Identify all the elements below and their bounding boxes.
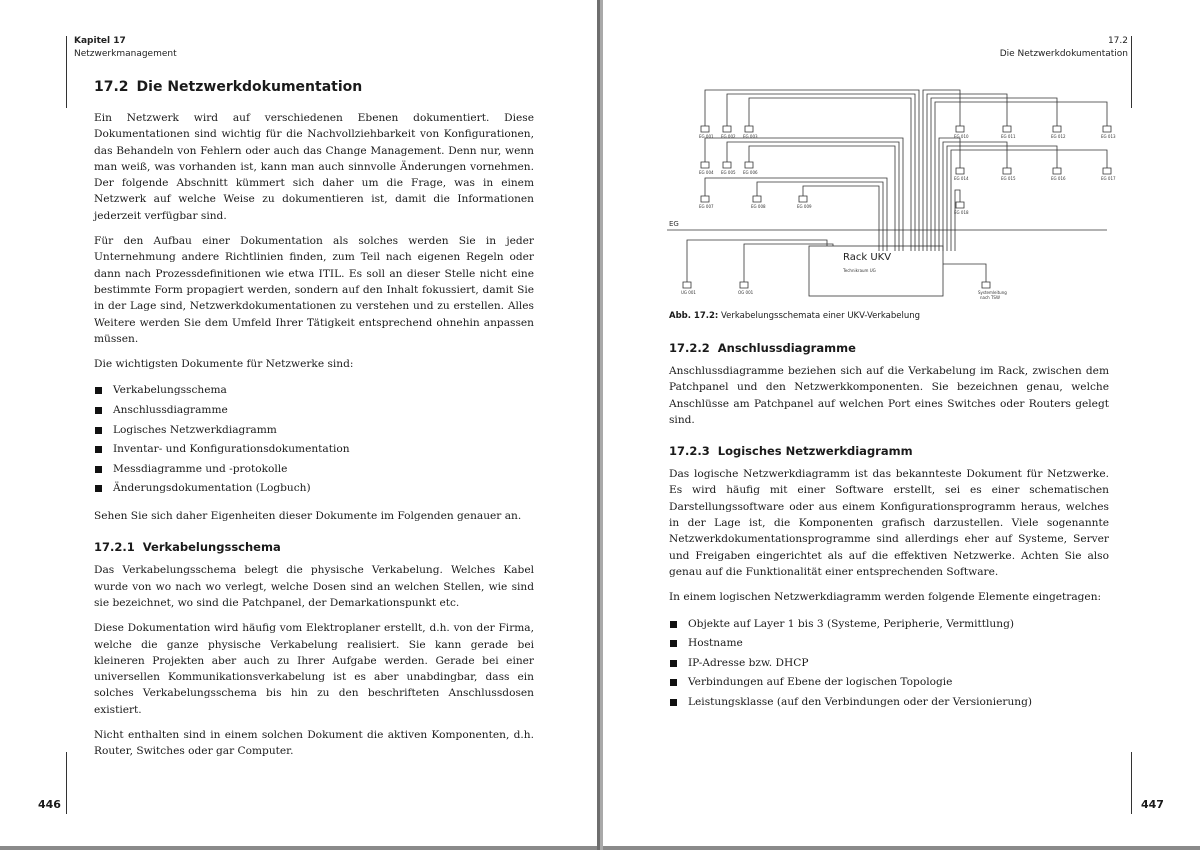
right-content <box>669 340 1109 722</box>
figure-caption <box>669 311 920 321</box>
caption-label: Abb. 17.2: <box>669 311 719 321</box>
subsection-title: Logisches Netzwerkdiagramm <box>717 444 913 459</box>
paragraph: Die wichtigsten Dokumente für Netzwerke sind: <box>94 358 354 371</box>
outlet-label: EG 003 <box>743 134 758 139</box>
footer-rule <box>1131 752 1132 814</box>
subsection-number: 17.2.2 <box>669 341 710 355</box>
outlet-label: EG 017 <box>1101 176 1116 181</box>
rack-label: Rack UKV <box>843 252 892 263</box>
outlet-label: EG 007 <box>699 204 714 209</box>
paragraph: Sehen Sie sich daher Eigenheiten dieser Dokumente im Folgenden genauer an. <box>94 510 522 523</box>
paragraph: In einem logischen Netzwerkdiagramm werden folgende Elemente eingetragen: <box>669 591 1102 604</box>
list-item: Verbindungen auf Ebene der logischen Topologie <box>669 673 1109 693</box>
paragraph: Diese Dokumentation wird häufig vom Elektroplaner erstellt, d.h. von der Firma, welche die ganze physische Verkabelung realisiert. Sie kann gerade bei kleineren Projekten aber auch zu Ihrer Aufgabe werden. Gerade bei einer universellen Kommunikationsverkabelung ist es aber unabdingbar, dass ein solches Verkabelungsschema bis hin zu den beschrifteten Anschlussdosen existiert. <box>94 622 534 716</box>
outlet-label: EG 018 <box>954 210 969 215</box>
outlet-label: EG 009 <box>797 204 812 209</box>
outlet-label: EG 008 <box>751 204 766 209</box>
outlet-label: EG 005 <box>721 170 736 175</box>
list-item: Hostname <box>669 634 1109 654</box>
paragraph: Nicht enthalten sind in einem solchen Dokument die aktiven Komponenten, d.h. Router, Switches oder gar Computer. <box>94 728 534 758</box>
paragraph: Für den Aufbau einer Dokumentation als solches werden Sie in jeder Unternehmung andere Richtlinien finden, zum Teil nach eigenen Regeln oder dann nach Prozessdefinitionen wie etwa ITIL. Es soll an dieser Stelle nicht eine bestimmte Form propagiert werden, sondern auf den Inhalt fokussiert, damit Sie in der Lage sind, Netzwerkdokumentationen zu verstehen und zu erstellen. Alles Weitere werden Sie dem Umfeld Ihrer Tätigkeit entsprechend ohnehin anpassen müssen. <box>94 235 534 345</box>
caption-text: Verkabelungsschemata einer UKV-Verkabelung <box>721 311 921 321</box>
paragraph: Das Verkabelungsschema belegt die physische Verkabelung. Welches Kabel wurde von wo nach wo verlegt, welche Dosen sind an welchen Stellen, wie sind sie bezeichnet, wo sind die Patchpanel, der Demarkationspunkt etc. <box>94 564 534 609</box>
subsection-number: 17.2.3 <box>669 444 710 459</box>
section-number: 17.2 <box>94 79 129 95</box>
list-item: Änderungsdokumentation (Logbuch) <box>94 479 534 499</box>
list-item: Leistungsklasse (auf den Verbindungen oder der Versionierung) <box>669 693 1109 713</box>
list-item: Objekte auf Layer 1 bis 3 (Systeme, Peripherie, Vermittlung) <box>669 615 1109 635</box>
list-item: Anschlussdiagramme <box>94 401 534 421</box>
floor-label: EG <box>669 220 679 228</box>
header-title: Die Netzwerkdokumentation <box>999 49 1128 59</box>
outlet-label: EG 011 <box>1001 134 1016 139</box>
left-page <box>0 0 597 846</box>
outlet-label: EG 004 <box>699 170 714 175</box>
list-item: Messdiagramme und -protokolle <box>94 460 534 480</box>
header-rule <box>66 36 67 108</box>
outlet-label: EG 001 <box>699 134 714 139</box>
paragraph: Das logische Netzwerkdiagramm ist das bekannteste Dokument für Netzwerke. Es wird häufig mit einer Software erstellt, sei es einer schematischen Darstellungssoftware oder aus einem Konfigurationsprogramm heraus, welches in der Lage ist, die Komponenten grafisch darzustellen. Viele sogenannte Netzwerkdokumentationsprogramme sind allerdings eher auf Systeme, Server und Freigaben eingerichtet als auf die effektiven Netzwerke. Achten Sie also genau auf die Funktionalität einer entsprechenden Software. <box>669 468 1109 578</box>
section-title: Die Netzwerkdokumentation <box>136 79 363 95</box>
subsection-title: Verkabelungsschema <box>142 540 281 555</box>
outlet-label: EG 012 <box>1051 134 1066 139</box>
outlet-label: EG 016 <box>1051 176 1066 181</box>
outlet-label: Systemleitung <box>978 290 1007 295</box>
subsection-heading <box>94 539 534 556</box>
right-page <box>603 0 1200 846</box>
outlet-label: EG 014 <box>954 176 969 181</box>
list-item: Verkabelungsschema <box>94 381 534 401</box>
list-item: Inventar- und Konfigurationsdokumentation <box>94 440 534 460</box>
header-rule <box>1131 36 1132 108</box>
outlet-label: UG 001 <box>681 290 696 295</box>
rack-sublabel: Technikraum UG <box>843 268 876 273</box>
subsection-number: 17.2.1 <box>94 540 135 555</box>
list-item: IP-Adresse bzw. DHCP <box>669 654 1109 674</box>
running-header-right <box>1000 35 1128 61</box>
section-heading <box>94 77 534 97</box>
paragraph: Ein Netzwerk wird auf verschiedenen Ebenen dokumentiert. Diese Dokumentationen sind wichtig für die Nachvollziehbarkeit von Konfigurationen, das Behandeln von Fehlern oder auch das Change Management. Denn nur, wenn man weiß, was vorhanden ist, kann man auch sinnvolle Änderungen vornehmen. Der folgende Abschnitt kümmert sich daher um die Frage, was in einem Netzwerk auf welche Weise zu dokumentieren ist, damit die Informationen jederzeit verfügbar sind. <box>94 112 534 222</box>
chapter-subtitle: Netzwerkmanagement <box>74 49 177 59</box>
list-item: Logisches Netzwerkdiagramm <box>94 421 534 441</box>
outlet-label: OG 001 <box>738 290 754 295</box>
outlet-label: EG 015 <box>1001 176 1016 181</box>
chapter-label: Kapitel 17 <box>74 36 126 46</box>
outlet-label: EG 013 <box>1101 134 1116 139</box>
outlet-label: EG 010 <box>954 134 969 139</box>
paragraph: Anschlussdiagramme beziehen sich auf die Verkabelung im Rack, zwischen dem Patchpanel und den Netzwerkkomponenten. Sie bezeichnen genau, welche Anschlüsse am Patchpanel auf welchen Port eines Switches oder Routers gelegt sind. <box>669 365 1109 426</box>
outlet-label: nach TSW <box>980 295 1000 300</box>
subsection-heading <box>669 340 1109 357</box>
left-content <box>94 77 534 769</box>
page-number: 447 <box>1141 798 1164 811</box>
documents-list <box>94 381 534 499</box>
elements-list <box>669 615 1109 713</box>
subsection-title: Anschlussdiagramme <box>717 341 856 355</box>
header-number: 17.2 <box>1107 36 1128 46</box>
running-header-left <box>74 35 177 61</box>
outlet-label: EG 006 <box>743 170 758 175</box>
page-number: 446 <box>38 798 61 811</box>
cabling-diagram <box>647 78 1127 308</box>
outlet-label: EG 002 <box>721 134 736 139</box>
subsection-heading <box>669 443 1109 460</box>
footer-rule <box>66 752 67 814</box>
